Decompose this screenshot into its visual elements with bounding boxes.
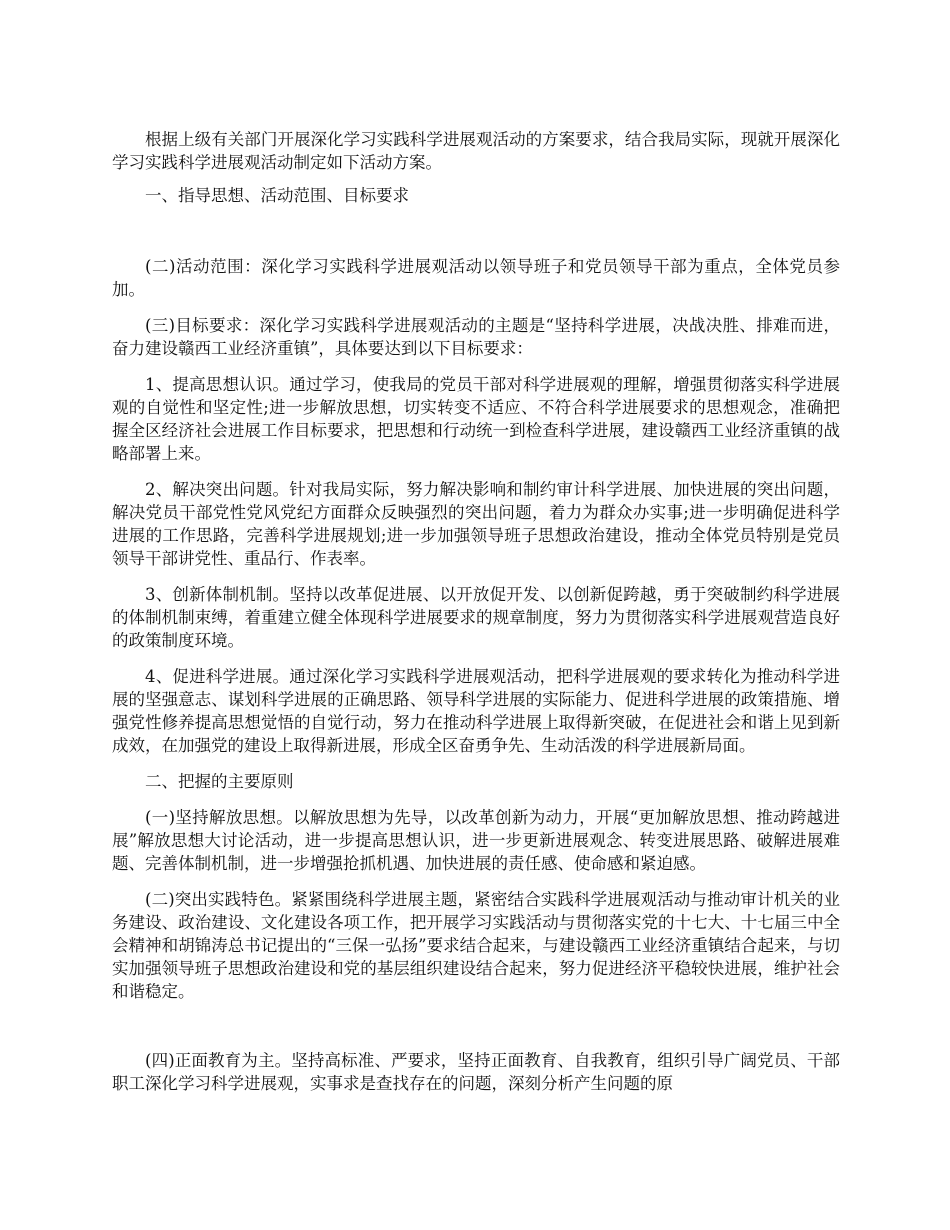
principle-2-paragraph: (二)突出实践特色。紧紧围绕科学进展主题，紧密结合实践科学进展观活动与推动审计机关的业务建设、政治建设、文化建设各项工作，把开展学习实践活动与贯彻落实党的十七大、十七届三中全会精神和胡锦涛总书记提出的“三保一弘扬”要求结合起来，与建设赣西工业经济重镇结合起来，与切实加强领导班子思想政治建设和党的基层组织建设结合起来，努力促进经济平稳较快进展，维护社会和谐稳定。 xyxy=(112,890,840,1001)
intro-paragraph: 根据上级有关部门开展深化学习实践科学进展观活动的方案要求，结合我局实际，现就开展深化学习实践科学进展观活动制定如下活动方案。 xyxy=(112,130,840,172)
document-body xyxy=(112,128,840,1095)
goal-1-paragraph: 1、提高思想认识。通过学习，使我局的党员干部对科学进展观的理解，增强贯彻落实科学进展观的自觉性和坚定性;进一步解放思想，切实转变不适应、不符合科学进展要求的思想观念，准确把握全区经济社会进展工作目标要求，把思想和行动统一到检查科学进展，建设赣西工业经济重镇的战略部署上来。 xyxy=(112,375,840,463)
principle-4-paragraph: (四)正面教育为主。坚持高标准、严要求，坚持正面教育、自我教育，组织引导广阔党员、干部职工深化学习科学进展观，实事求是查找存在的问题，深刻分析产生问题的原 xyxy=(112,1051,840,1093)
section-heading-1: 一、指导思想、活动范围、目标要求 xyxy=(145,186,409,205)
section-heading-2: 二、把握的主要原则 xyxy=(145,772,294,791)
goal-4-paragraph: 4、促进科学进展。通过深化学习实践科学进展观活动，把科学进展观的要求转化为推动科学进展的坚强意志、谋划科学进展的正确思路、领导科学进展的实际能力、促进科学进展的政策措施、增强党性修养提高思想觉悟的自觉行动，努力在推动科学进展上取得新突破，在促进社会和谐上见到新成效，在加强党的建设上取得新进展，形成全区奋勇争先、生动活泼的科学进展新局面。 xyxy=(112,667,840,755)
goal-2-paragraph: 2、解决突出问题。针对我局实际，努力解决影响和制约审计科学进展、加快进展的突出问题，解决党员干部党性党风党纪方面群众反映强烈的突出问题，着力为群众办实事;进一步明确促进科学进展的工作思路，完善科学进展规划;进一步加强领导班子思想政治建设，推动全体党员特别是党员领导干部讲党性、重品行、作表率。 xyxy=(112,480,840,568)
principle-1-paragraph: (一)坚持解放思想。以解放思想为先导，以改革创新为动力，开展“更加解放思想、推动跨越进展”解放思想大讨论活动，进一步提高思想认识，进一步更新进展观念、转变进展思路、破解进展难题、完善体制机制，进一步增强抢抓机遇、加快进展的责任感、使命感和紧迫感。 xyxy=(112,808,840,873)
goal-3-paragraph: 3、创新体制机制。坚持以改革促进展、以开放促开发、以创新促跨越，勇于突破制约科学进展的体制机制束缚，着重建立健全体现科学进展要求的规章制度，努力为贯彻落实科学进展观营造良好的政策制度环境。 xyxy=(112,585,840,650)
goals-paragraph: (三)目标要求：深化学习实践科学进展观活动的主题是“坚持科学进展，决战决胜、排难而进，奋力建设赣西工业经济重镇”，具体要达到以下目标要求： xyxy=(112,316,840,358)
scope-paragraph: (二)活动范围：深化学习实践科学进展观活动以领导班子和党员领导干部为重点，全体党员参加。 xyxy=(112,257,840,299)
